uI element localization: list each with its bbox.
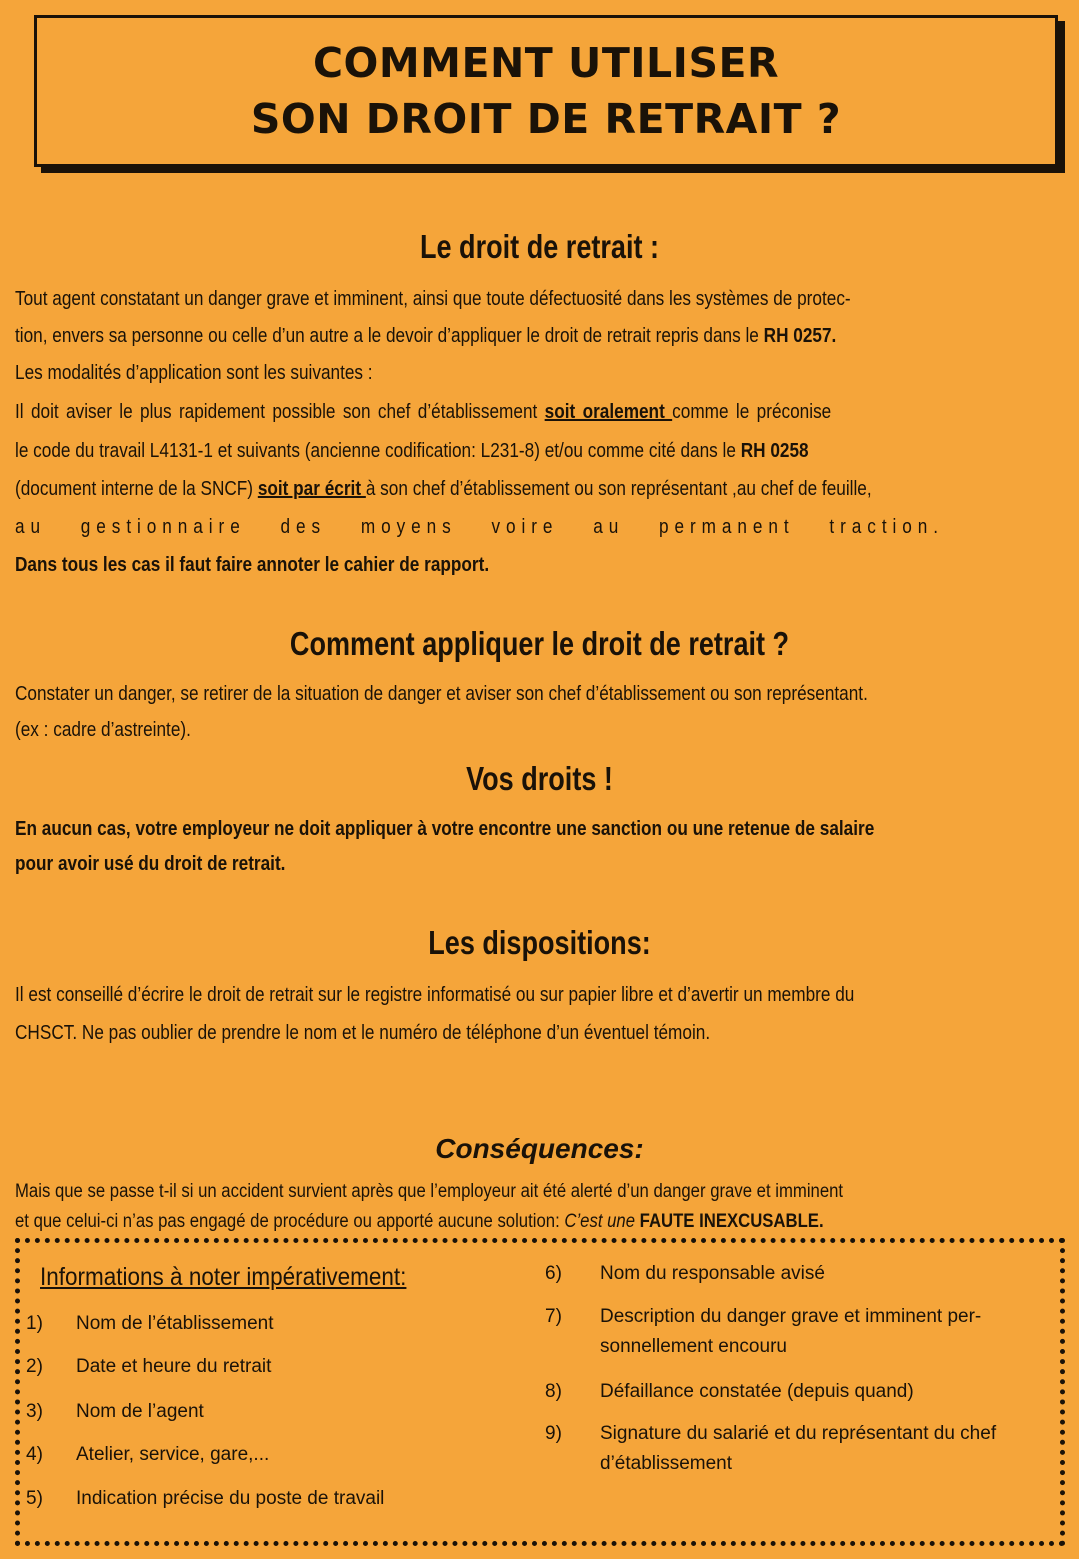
item-num: 7) (545, 1306, 562, 1327)
s3-line-2: pour avoir usé du droit de retrait. (15, 853, 286, 875)
item-text: Atelier, service, gare,... (76, 1444, 270, 1465)
s3-line-1: En aucun cas, votre employeur ne doit appliquer à votre encontre une sanction ou une retenue de salaire (15, 818, 875, 840)
info-box (15, 1238, 1065, 1546)
heading-droit-de-retrait: Le droit de retrait : (419, 228, 660, 265)
soit-par-ecrit: soit par écrit (257, 478, 366, 500)
s1-line-3: Les modalités d’application sont les suivantes : (15, 362, 373, 384)
s1-text-4b: comme le préconise (672, 401, 832, 423)
item-num: 4) (26, 1444, 43, 1465)
s1-line-7: au gestionnaire des moyens voire au permanent traction. (15, 516, 945, 538)
s1-line-5 (15, 433, 1060, 470)
item-num: 2) (26, 1356, 43, 1377)
info-title: Informations à noter impérativement: (40, 1263, 407, 1291)
s1-text-1a: Tout agent constatant un danger grave et imminent, ainsi que toute défectuosité dans les systèmes de protec- (15, 288, 851, 310)
s1-text-6b: à son chef d’établissement ou son représentant ,au chef de feuille, (365, 478, 872, 500)
ref-rh0257: RH 0257. (763, 325, 837, 347)
s4-line-1: Il est conseillé d’écrire le droit de retrait sur le registre informatisé ou sur papier libre et d’avertir un membre du (15, 984, 855, 1006)
item-num: 1) (26, 1313, 43, 1334)
item-num: 6) (545, 1263, 562, 1284)
item-text: Indication précise du poste de travail (76, 1488, 385, 1509)
s2-line-2: (ex : cadre d’astreinte). (15, 719, 191, 741)
item-text: Nom de l’agent (76, 1401, 204, 1422)
s1-line-6 (15, 471, 1060, 508)
item-text: Nom de l’établissement (76, 1313, 274, 1334)
item-text-cont: sonnellement encouru (600, 1336, 787, 1357)
item-num: 5) (26, 1488, 43, 1509)
ref-rh0258: RH 0258 (740, 440, 809, 462)
item-text: Description du danger grave et imminent per- (600, 1306, 982, 1327)
s2-line-1: Constater un danger, se retirer de la situation de danger et aviser son chef d’établissement ou son représentant. (15, 683, 868, 705)
heading-consequences: Conséquences: (435, 1133, 644, 1164)
s1-line-4 (15, 394, 1060, 431)
s5-line-1: Mais que se passe t-il si un accident survient après que l’employeur ait été alerté d’un danger grave et imminent (15, 1181, 844, 1202)
s1-line-2 (15, 318, 1060, 355)
heading-vos-droits: Vos droits ! (466, 760, 613, 797)
heading-dispositions: Les dispositions: (428, 924, 651, 961)
s5-text-2-italic: C’est une (564, 1211, 640, 1232)
item-num: 8) (545, 1381, 562, 1402)
item-text: Nom du responsable avisé (600, 1263, 825, 1284)
title-box (34, 15, 1058, 167)
item-text: Signature du salarié et du représentant du chef (600, 1423, 997, 1444)
s5-text-2a: et que celui-ci n’as pas engagé de procédure ou apporté aucune solution: (15, 1211, 565, 1232)
s1-line-1 (15, 281, 1060, 318)
item-text-cont: d’établissement (600, 1453, 733, 1474)
title-line-1: COMMENT UTILISER (312, 39, 780, 87)
faute-inexcusable: FAUTE INEXCUSABLE. (639, 1211, 824, 1232)
soit-oralement: soit oralement (544, 401, 673, 423)
s1-text-6a: (document interne de la SNCF) (15, 478, 258, 500)
s4-line-2: CHSCT. Ne pas oublier de prendre le nom et le numéro de téléphone d’un éventuel témoin. (15, 1022, 711, 1044)
s1-text-5a: le code du travail L4131-1 et suivants (ancienne codification: L231-8) et/ou comme cité dans le (15, 440, 741, 462)
item-num: 3) (26, 1401, 43, 1422)
item-text: Défaillance constatée (depuis quand) (600, 1381, 914, 1402)
item-num: 9) (545, 1423, 562, 1444)
item-text: Date et heure du retrait (76, 1356, 272, 1377)
s5-line-2 (15, 1203, 1079, 1240)
heading-comment-appliquer: Comment appliquer le droit de retrait ? (289, 625, 790, 662)
s1-line-8: Dans tous les cas il faut faire annoter le cahier de rapport. (15, 554, 490, 576)
s1-text-4a: Il doit aviser le plus rapidement possible son chef d’établissement (15, 401, 545, 423)
title-line-2: SON DROIT DE RETRAIT ? (250, 95, 842, 143)
s1-text-2a: tion, envers sa personne ou celle d’un autre a le devoir d’appliquer le droit de retrait repris dans le (15, 325, 764, 347)
